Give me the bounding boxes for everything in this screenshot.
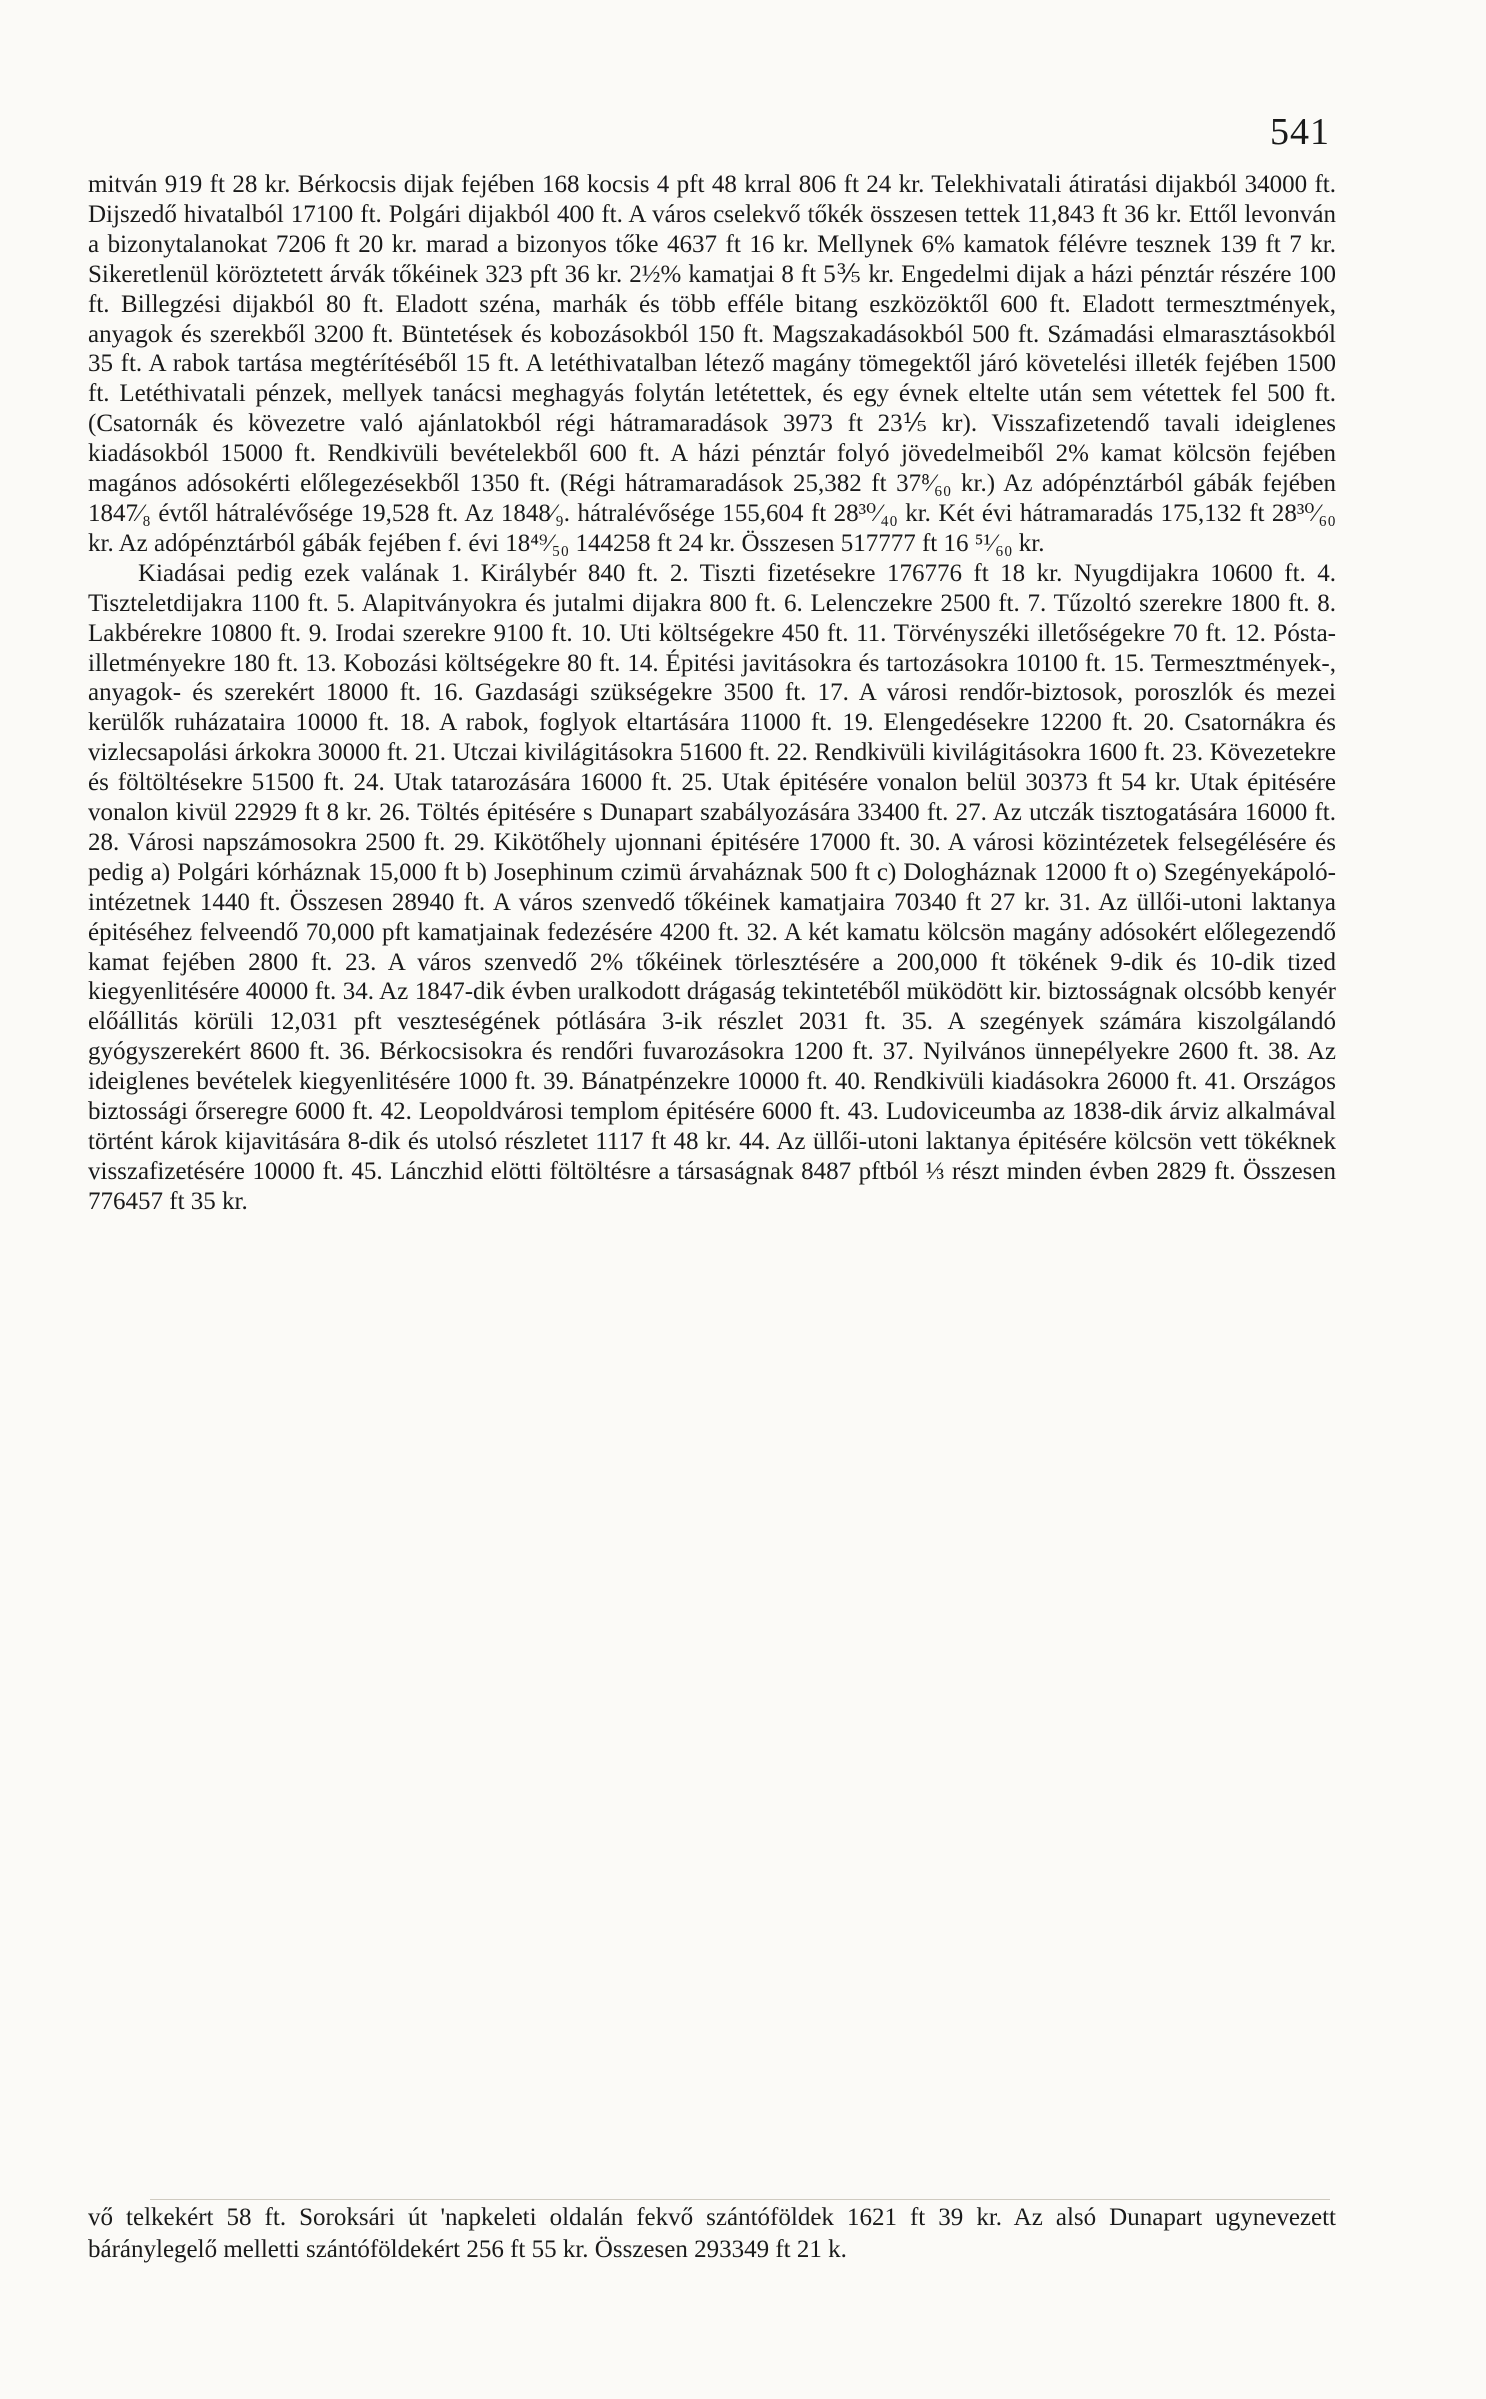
main-text — [88, 170, 1336, 1217]
paragraph-expenses: Kiadásai pedig ezek valának 1. Királybér 840 ft. 2. Tiszti fizetésekre 176776 ft 18 kr. Nyugdijakra 10600 ft. 4. Tiszteletdijakra 1100 ft. 5. Alapitványokra és jutalmi dijakra 800 ft. 6. Lelenczekre 2500 ft. 7. Tűzoltó szerekre 1800 ft. 8. Lakbérekre 10800 ft. 9. Irodai szerekre 9100 ft. 10. Uti költségekre 450 ft. 11. Törvényszéki illetőségekre 70 ft. 12. Pósta-illetményekre 180 ft. 13. Kobozási költségekre 80 ft. 14. Épitési javitásokra és tartozásokra 10100 ft. 15. Termesztmények-, anyagok- és szerekért 18000 ft. 16. Gazdasági szükségekre 3500 ft. 17. A városi rendőr-biztosok, poroszlók és mezei kerülők ruházataira 10000 ft. 18. A rabok, foglyok eltartására 11000 ft. 19. Elengedésekre 12200 ft. 20. Csatornákra és vizlecsapolási árkokra 30000 ft. 21. Utczai kivilágitásokra 51600 ft. 22. Rendkivüli kivilágitásokra 1600 ft. 23. Kövezetekre és föltöltésekre 51500 ft. 24. Utak tatarozására 16000 ft. 25. Utak épitésére vonalon belül 30373 ft 54 kr. Utak épitésére vonalon kivül 22929 ft 8 kr. 26. Töltés épitésére s Dunapart szabályozására 33400 ft. 27. Az utczák tisztogatására 16000 ft. 28. Városi napszámosokra 2500 ft. 29. Kikötőhely ujonnani épitésére 17000 ft. 30. A városi közintézetek felsegélésére és pedig a) Polgári kórháznak 15,000 ft b) Josephinum czimü árvaháznak 500 ft c) Dologháznak 12000 ft o) Szegényekápoló-intézetnek 1440 ft. Összesen 28940 ft. A város szenvedő tőkéinek kamatjaira 70340 ft 27 kr. 31. Az üllői-utoni laktanya épitéséhez felveendő 70,000 pft kamatjainak fedezésére 4200 ft. 32. A két kamatu kölcsön magány adósokért előlegezendő kamat fejében 2800 ft. 23. A város szenvedő 2% tőkéinek törlesztésére a 200,000 ft tökének 9-dik és 10-dik tized kiegyenlitésére 40000 ft. 34. Az 1847-dik évben uralkodott drágaság tekintetéből müködött kir. biztosságnak olcsóbb kenyér előállitás körüli 12,031 pft veszteségének pótlására 3-ik részlet 2031 ft. 35. A szegények számára kiszolgálandó gyógyszerekért 8600 ft. 36. Bérkocsisokra és rendőri fuvarozásokra 1200 ft. 37. Nyilvános ünnepélyekre 2600 ft. 38. Az ideiglenes bevételek kiegyenlitésére 1000 ft. 39. Bánatpénzekre 10000 ft. 40. Rendkivüli kiadásokra 26000 ft. 41. Országos biztossági őrseregre 6000 ft. 42. Leopoldvárosi templom épitésére 6000 ft. 43. Ludoviceumba az 1838-dik árviz alkalmával történt károk kijavitására 8-dik és utolsó részletet 1117 ft 48 kr. 44. Az üllői-utoni laktanya épitésére kölcsön vett tökéknek visszafizetésére 10000 ft. 45. Lánczhid elötti föltöltésre a társaságnak 8487 pftból ⅓ részt minden évben 2829 ft. Összesen 776457 ft 35 kr. — [88, 559, 1336, 1215]
footnote-divider — [150, 2199, 1330, 2200]
footnote-text: vő telkekért 58 ft. Soroksári út 'napkeleti oldalán fekvő szántóföldek 1621 ft 39 kr. Az alsó Dunapart ugynevezett báránylegelő melletti szántóföldekért 256 ft 55 kr. Összesen 293349 ft 21 k. — [88, 2204, 1336, 2263]
page-number: 541 — [1270, 111, 1330, 153]
paragraph-income: mitván 919 ft 28 kr. Bérkocsis dijak fejében 168 kocsis 4 pft 48 krral 806 ft 24 kr. Telekhivatali átiratási dijakból 34000 ft. Dijszedő hivatalból 17100 ft. Polgári dijakból 400 ft. A város cselekvő tőkék összesen tettek 11,843 ft 36 kr. Ettől levonván a bizonytalanokat 7206 ft 20 kr. marad a bizonyos tőke 4637 ft 16 kr. Mellynek 6% kamatok félévre tesznek 139 ft 7 kr. Sikeretlenül köröztetett árvák tőkéinek 323 pft 36 kr. 2½% kamatjai 8 ft 5⅗ kr. Engedelmi dijak a házi pénztár részére 100 ft. Billegzési dijakból 80 ft. Eladott széna, marhák és több efféle bitang eszközöktől 600 ft. Eladott termesztmények, anyagok és szerekből 3200 ft. Büntetések és kobozásokból 150 ft. Magszakadásokból 500 ft. Számadási elmarasztásokból 35 ft. A rabok tartása megtérítéséből 15 ft. A letéthivatalban létező magány tömegektől járó követelési illeték fejében 1500 ft. Letéthivatali pénzek, mellyek tanácsi meghagyás folytán letétettek, és egy évnek eltelte után sem vétettek fel 500 ft. (Csatornák és kövezetre való ajánlatokból régi hátramaradások 3973 ft 23⅕ kr). Visszafizetendő tavali ideiglenes kiadásokból 15000 ft. Rendkivüli bevételekből 600 ft. A házi pénztár folyó jövedelmeiből 2% kamat kölcsön fejében magános adósokérti előlegezésekből 1350 ft. (Régi hátramaradások 25,382 ft 37⁸⁄₆₀ kr.) Az adópénztárból gábák fejében 1847⁄₈ évtől hátralévősége 19,528 ft. Az 1848⁄₉. hátralévősége 155,604 ft 28³⁰⁄₄₀ kr. Két évi hátramaradás 175,132 ft 28³⁰⁄₆₀ kr. Az adópénztárból gábák fejében f. évi 18⁴⁹⁄₅₀ 144258 ft 24 kr. Összesen 517777 ft 16 ⁵¹⁄₆₀ kr. — [88, 171, 1336, 557]
footnote — [88, 2202, 1336, 2266]
